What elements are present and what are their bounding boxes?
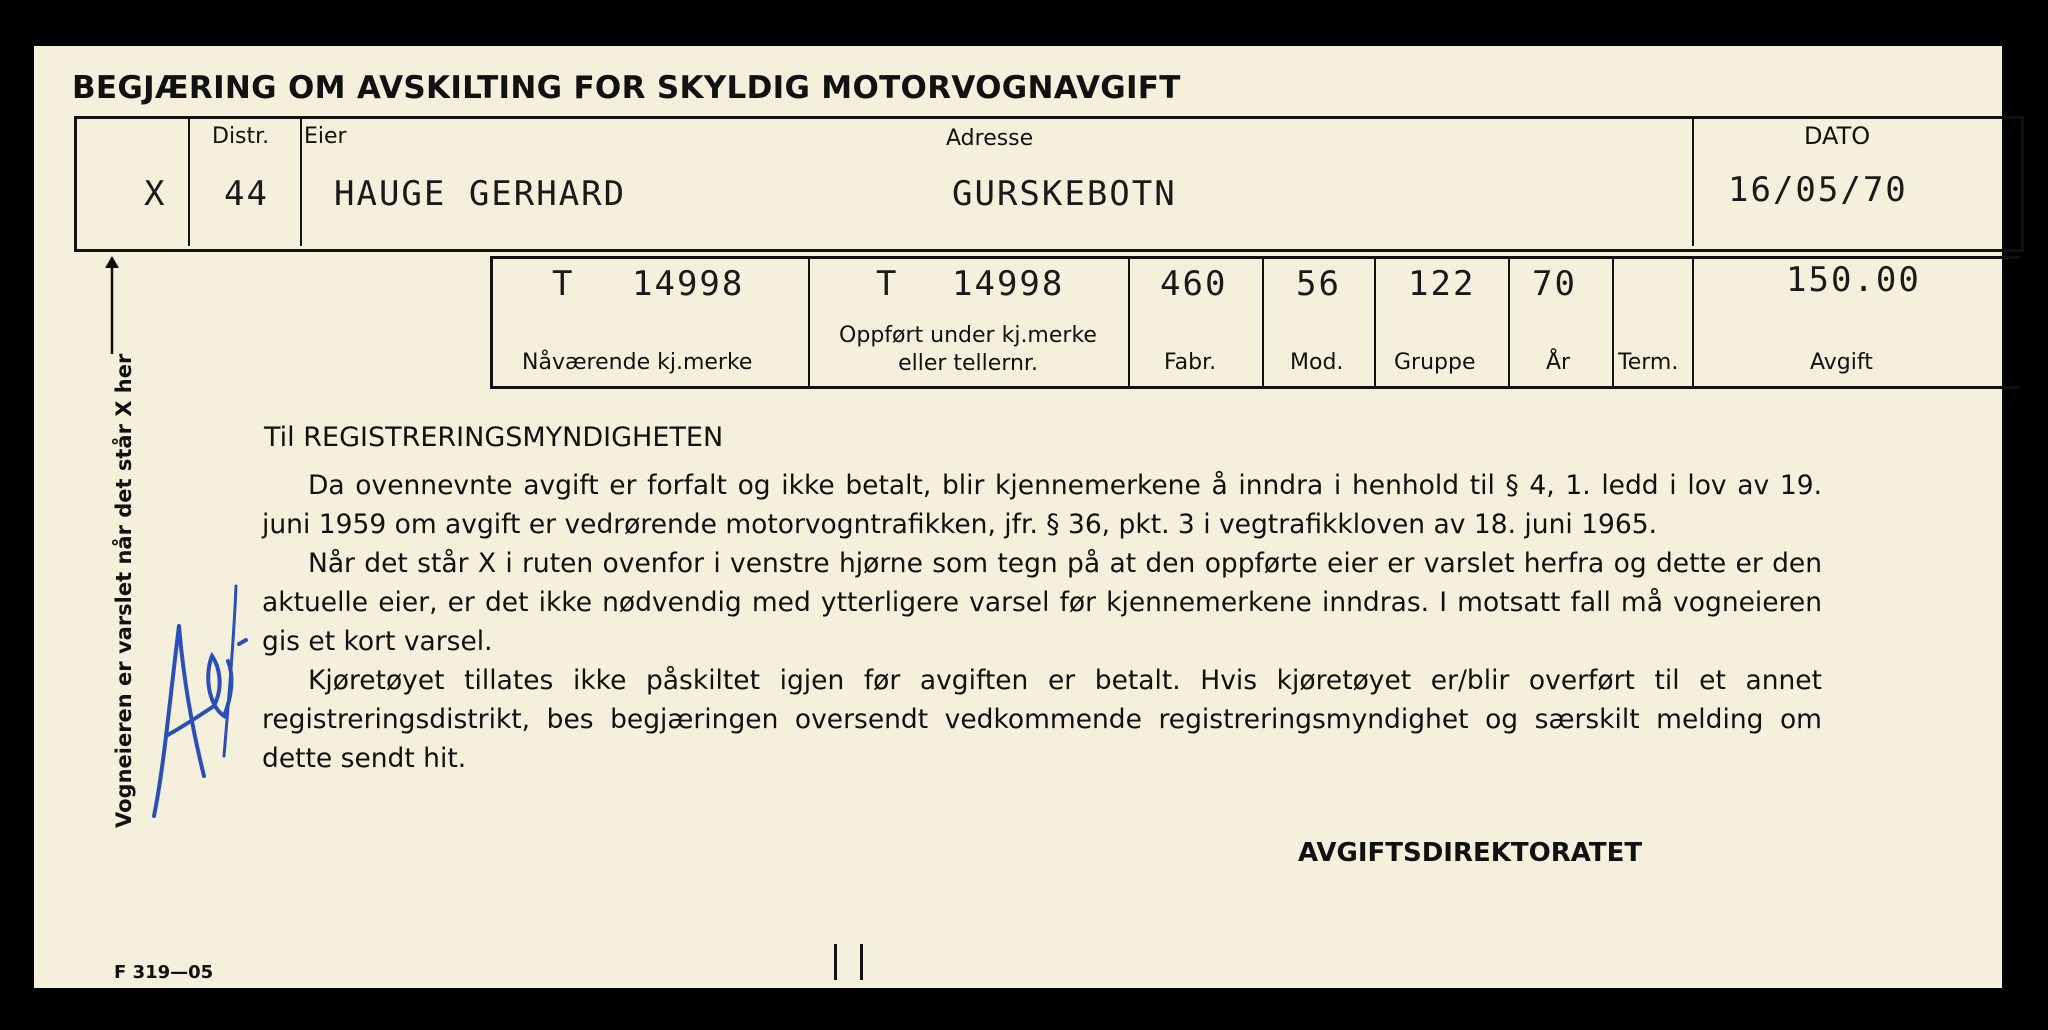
gruppe-value: 122	[1408, 264, 1476, 304]
dato-value: 16/05/70	[1728, 170, 1908, 210]
fabr-label: Fabr.	[1164, 350, 1217, 375]
letter-heading: Til REGISTRERINGSMYNDIGHETEN	[264, 422, 724, 453]
dato-label: DATO	[1804, 122, 1871, 150]
navaerende-value: 14998	[632, 264, 745, 304]
oppfort-label: Oppført under kj.merke eller tellernr.	[839, 323, 1097, 376]
ar-label: År	[1546, 350, 1571, 375]
distr-value: 44	[224, 174, 269, 214]
letter-body	[262, 466, 1822, 778]
eier-label: Eier	[304, 124, 347, 149]
oppfort-value: 14998	[952, 264, 1065, 304]
paragraph-3: Kjøretøyet tillates ikke påskiltet igjen før avgiften er betalt. Hvis kjøretøyet er/blir overført til et annet registreringsdistrikt, bes begjæringen oversendt vedkommende registreringsmyndighet og særskilt melding om dette sendt hit.	[262, 665, 1822, 774]
arrow-up-icon	[102, 256, 122, 356]
oppfort-prefix: T	[876, 264, 899, 304]
form-number: F 319—05	[114, 962, 214, 983]
owner-notified-mark: X	[144, 174, 167, 214]
fabr-value: 460	[1160, 264, 1228, 304]
adresse-label: Adresse	[946, 126, 1034, 151]
signature-authority: AVGIFTSDIREKTORATET	[1298, 838, 1643, 868]
term-label: Term.	[1618, 350, 1679, 375]
avgift-label: Avgift	[1810, 350, 1873, 375]
navaerende-label: Nåværende kj.merke	[522, 350, 753, 375]
handwritten-initials-signature	[124, 566, 264, 846]
paragraph-1: Da ovennevnte avgift er forfalt og ikke betalt, blir kjennemerkene å inndra i henhold til § 4, 1. ledd i lov av 19. juni 1959 om avgift er vedrørende motorvogntrafikken, jfr. § 36, pkt. 3 i vegtrafikkloven av 18. juni 1965.	[262, 470, 1822, 540]
distr-label: Distr.	[212, 124, 270, 149]
paragraph-2: Når det står X i ruten ovenfor i venstre hjørne som tegn på at den oppførte eier er varslet herfra og dette er den aktuelle eier, er det ikke nødvendig med ytterligere varsel før kjennemerkene inndras. I motsatt fall må vogneieren gis et kort varsel.	[262, 548, 1822, 657]
mod-label: Mod.	[1290, 350, 1344, 375]
adresse-value: GURSKEBOTN	[952, 174, 1177, 214]
ar-value: 70	[1532, 264, 1577, 304]
gruppe-label: Gruppe	[1394, 350, 1476, 375]
mod-value: 56	[1296, 264, 1341, 304]
form-sheet	[34, 46, 2002, 988]
eier-value: HAUGE GERHARD	[334, 174, 627, 214]
avgift-value: 150.00	[1786, 260, 1921, 300]
navaerende-prefix: T	[552, 264, 575, 304]
owner-notified-note: Vogneieren er varslet når det står X her	[112, 353, 136, 828]
form-title: BEGJÆRING OM AVSKILTING FOR SKYLDIG MOTORVOGNAVGIFT	[72, 70, 1181, 106]
